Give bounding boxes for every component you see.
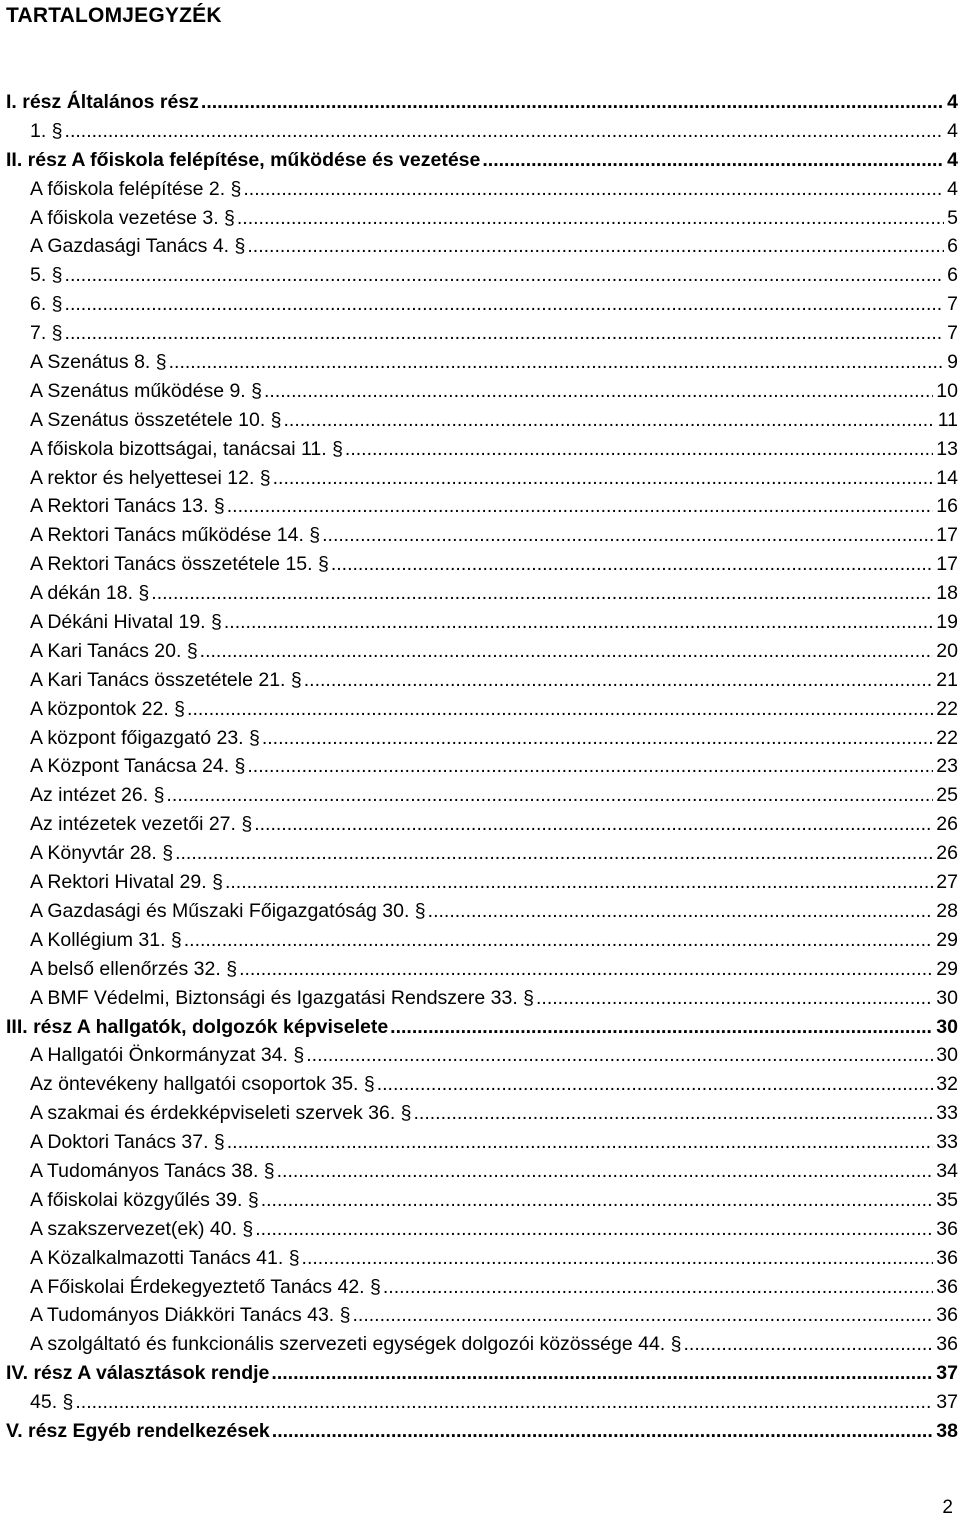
toc-entry[interactable] [0, 839, 958, 868]
toc-entry-label: I. rész Általános rész [6, 91, 199, 113]
toc-entry-page: 4 [947, 119, 958, 142]
toc-leader-dots [65, 261, 945, 290]
toc-entry-label: A szolgáltató és funkcionális szervezeti egységek dolgozói közössége 44. § [30, 1333, 682, 1356]
toc-leader-dots [322, 521, 933, 550]
toc-entry-page: 6 [947, 235, 958, 258]
toc-leader-dots [284, 406, 935, 435]
toc-entry[interactable] [0, 695, 958, 724]
toc-entry-label: A Rektori Tanács 13. § [30, 495, 225, 518]
toc-entry-label: A Könyvtár 28. § [30, 842, 174, 865]
toc-entry-label: A Központ Tanácsa 24. § [30, 755, 246, 778]
toc-entry-label: A rektor és helyettesei 12. § [30, 466, 271, 489]
toc-entry-page: 37 [936, 1362, 958, 1385]
toc-leader-dots [255, 1215, 933, 1244]
toc-leader-dots [169, 348, 945, 377]
toc-leader-dots [227, 492, 934, 521]
toc-entry-label: A Doktori Tanács 37. § [30, 1131, 225, 1154]
toc-entry-page: 35 [936, 1188, 958, 1211]
toc-part-entry[interactable] [0, 146, 958, 175]
toc-leader-dots [239, 955, 933, 984]
toc-entry[interactable] [0, 1070, 958, 1099]
toc-entry[interactable] [0, 579, 958, 608]
toc-entry-label: 45. § [30, 1391, 74, 1414]
toc-entry-label: Az intézet 26. § [30, 784, 165, 807]
toc-leader-dots [302, 1244, 934, 1273]
toc-entry-label: A Hallgatói Önkormányzat 34. § [30, 1044, 305, 1067]
toc-entry-label: V. rész Egyéb rendelkezések [6, 1419, 270, 1442]
toc-part-entry[interactable] [0, 1417, 958, 1446]
toc-entry-page: 36 [936, 1304, 958, 1327]
toc-entry-page: 29 [936, 957, 958, 980]
toc-entry[interactable] [0, 435, 958, 464]
toc-entry-page: 29 [936, 928, 958, 951]
toc-entry-label: A Tudományos Diákköri Tanács 43. § [30, 1304, 351, 1327]
toc-entry[interactable] [0, 550, 958, 579]
toc-entry-page: 33 [936, 1131, 958, 1154]
page-title: TARTALOMJEGYZÉK [6, 4, 222, 27]
toc-entry-label: A főiskola bizottságai, tanácsai 11. § [30, 437, 343, 460]
toc-entry[interactable] [0, 492, 958, 521]
toc-entry-page: 17 [936, 524, 958, 547]
toc-entry-label: A központok 22. § [30, 697, 186, 720]
toc-entry-page: 27 [936, 871, 958, 894]
toc-entry-page: 36 [936, 1333, 958, 1356]
toc-entry-label: A Gazdasági Tanács 4. § [30, 235, 246, 258]
toc-leader-dots [352, 1301, 933, 1330]
toc-entry-page: 13 [936, 437, 958, 460]
toc-entry[interactable] [0, 204, 958, 233]
toc-entry[interactable] [0, 1157, 958, 1186]
toc-entry-page: 14 [936, 466, 958, 489]
toc-entry[interactable] [0, 1273, 958, 1302]
toc-leader-dots [247, 232, 944, 261]
toc-entry-page: 16 [936, 495, 958, 518]
toc-entry[interactable] [0, 464, 958, 493]
toc-entry-page: 28 [936, 899, 958, 922]
toc-entry[interactable] [0, 377, 958, 406]
toc-entry[interactable] [0, 926, 958, 955]
toc-entry-label: A Rektori Tanács működése 14. § [30, 524, 321, 547]
toc-leader-dots [225, 868, 933, 897]
toc-entry-page: 22 [936, 697, 958, 720]
toc-entry-label: A dékán 18. § [30, 582, 150, 605]
toc-part-entry[interactable] [0, 1013, 958, 1042]
toc-leader-dots [224, 608, 933, 637]
toc-leader-dots [237, 204, 944, 233]
toc-leader-dots [272, 1417, 934, 1446]
toc-leader-dots [428, 897, 934, 926]
toc-entry[interactable] [0, 868, 958, 897]
toc-entry[interactable] [0, 175, 958, 204]
toc-entry-page: 23 [936, 755, 958, 778]
toc-leader-dots [383, 1273, 933, 1302]
toc-entry-page: 30 [936, 986, 958, 1009]
toc-entry[interactable] [0, 781, 958, 810]
toc-leader-dots [184, 926, 934, 955]
toc-entry[interactable] [0, 955, 958, 984]
toc-entry[interactable] [0, 1041, 958, 1070]
toc-entry-label: A Dékáni Hivatal 19. § [30, 611, 222, 634]
toc-entry[interactable] [0, 1244, 958, 1273]
toc-entry-page: 26 [936, 813, 958, 836]
toc-entry-page: 11 [937, 408, 958, 431]
toc-entry-label: A Rektori Hivatal 29. § [30, 871, 223, 894]
toc-entry-page: 21 [936, 668, 958, 691]
toc-entry-label: A belső ellenőrzés 32. § [30, 957, 238, 980]
toc-leader-dots [390, 1013, 933, 1042]
toc-entry[interactable] [0, 637, 958, 666]
toc-entry-label: Az intézetek vezetői 27. § [30, 813, 253, 836]
toc-entry-page: 30 [936, 1044, 958, 1067]
toc-entry-label: A főiskola vezetése 3. § [30, 206, 235, 229]
toc-entry[interactable] [0, 608, 958, 637]
toc-leader-dots [201, 88, 944, 117]
toc-entry-label: A szakmai és érdekképviseleti szervek 36. § [30, 1102, 412, 1125]
toc-leader-dots [345, 435, 933, 464]
toc-entry-page: 4 [947, 177, 958, 200]
toc-entry[interactable] [0, 984, 958, 1013]
toc-leader-dots [536, 984, 933, 1013]
toc-entry-page: 5 [947, 206, 958, 229]
toc-leader-dots [377, 1070, 934, 1099]
toc-leader-dots [262, 724, 933, 753]
toc-entry-label: A Gazdasági és Műszaki Főigazgatóság 30. § [30, 899, 426, 922]
toc-part-entry[interactable] [0, 88, 958, 117]
toc-entry-label: A Kari Tanács 20. § [30, 639, 198, 662]
toc-entry-label: A Szenátus 8. § [30, 351, 167, 374]
toc-entry[interactable] [0, 232, 958, 261]
toc-entry[interactable] [0, 897, 958, 926]
toc-entry[interactable] [0, 117, 958, 146]
toc-leader-dots [166, 781, 933, 810]
toc-leader-dots [683, 1330, 933, 1359]
toc-entry-page: 22 [936, 726, 958, 749]
toc-entry-page: 20 [936, 639, 958, 662]
toc-entry[interactable] [0, 1301, 958, 1330]
toc-leader-dots [304, 666, 934, 695]
toc-entry-label: A Főiskolai Érdekegyeztető Tanács 42. § [30, 1275, 381, 1298]
toc-leader-dots [482, 146, 944, 175]
toc-leader-dots [243, 175, 944, 204]
toc-entry-label: A Szenátus működése 9. § [30, 379, 262, 402]
toc-leader-dots [261, 1186, 934, 1215]
toc-entry[interactable] [0, 1330, 958, 1359]
page-number: 2 [942, 1497, 953, 1518]
toc-entry[interactable] [0, 261, 958, 290]
toc-entry-page: 4 [947, 148, 958, 171]
table-of-contents [0, 88, 958, 1446]
toc-entry[interactable] [0, 724, 958, 753]
toc-entry-page: 4 [947, 91, 958, 113]
toc-entry-page: 17 [936, 553, 958, 576]
toc-entry-label: A Tudományos Tanács 38. § [30, 1159, 275, 1182]
toc-entry-label: A Közalkalmazotti Tanács 41. § [30, 1246, 300, 1269]
toc-entry-page: 19 [936, 611, 958, 634]
toc-entry[interactable] [0, 1099, 958, 1128]
toc-entry-page: 36 [936, 1246, 958, 1269]
toc-entry[interactable] [0, 406, 958, 435]
toc-entry-page: 37 [936, 1391, 958, 1414]
toc-entry-label: A Kollégium 31. § [30, 928, 182, 951]
toc-leader-dots [271, 1359, 933, 1388]
toc-entry-label: 5. § [30, 264, 63, 287]
toc-entry-page: 36 [936, 1217, 958, 1240]
toc-entry[interactable] [0, 1128, 958, 1157]
toc-entry-label: Az öntevékeny hallgatói csoportok 35. § [30, 1073, 375, 1096]
toc-entry-label: 6. § [30, 293, 63, 316]
toc-leader-dots [273, 464, 934, 493]
toc-entry-page: 18 [936, 582, 958, 605]
toc-entry-page: 9 [947, 351, 958, 374]
toc-entry-page: 25 [936, 784, 958, 807]
toc-entry[interactable] [0, 319, 958, 348]
toc-entry[interactable] [0, 666, 958, 695]
toc-leader-dots [254, 810, 933, 839]
toc-entry-label: 1. § [30, 119, 63, 142]
toc-leader-dots [331, 550, 933, 579]
toc-leader-dots [227, 1128, 934, 1157]
toc-entry-page: 33 [936, 1102, 958, 1125]
toc-leader-dots [264, 377, 933, 406]
toc-entry-page: 10 [936, 379, 958, 402]
toc-entry-label: IV. rész A választások rendje [6, 1362, 270, 1385]
toc-entry-page: 30 [936, 1015, 958, 1038]
toc-entry-page: 36 [936, 1275, 958, 1298]
toc-leader-dots [65, 290, 945, 319]
toc-entry-label: A BMF Védelmi, Biztonsági és Igazgatási Rendszere 33. § [30, 986, 535, 1009]
toc-leader-dots [187, 695, 933, 724]
toc-leader-dots [65, 319, 945, 348]
toc-leader-dots [75, 1388, 933, 1417]
toc-entry-label: III. rész A hallgatók, dolgozók képviselete [6, 1015, 389, 1038]
toc-entry-label: II. rész A főiskola felépítése, működése és vezetése [6, 148, 481, 171]
toc-entry-label: A Kari Tanács összetétele 21. § [30, 668, 302, 691]
toc-entry[interactable] [0, 1215, 958, 1244]
toc-entry-label: A Rektori Tanács összetétele 15. § [30, 553, 329, 576]
toc-entry[interactable] [0, 810, 958, 839]
toc-entry[interactable] [0, 1388, 958, 1417]
toc-entry-page: 34 [936, 1159, 958, 1182]
toc-entry-page: 32 [936, 1073, 958, 1096]
toc-leader-dots [306, 1041, 933, 1070]
toc-entry-label: A főiskolai közgyűlés 39. § [30, 1188, 259, 1211]
toc-leader-dots [200, 637, 934, 666]
toc-entry-label: A Szenátus összetétele 10. § [30, 408, 282, 431]
toc-entry[interactable] [0, 752, 958, 781]
toc-part-entry[interactable] [0, 1359, 958, 1388]
toc-entry-label: 7. § [30, 322, 63, 345]
toc-leader-dots [414, 1099, 934, 1128]
toc-entry[interactable] [0, 1186, 958, 1215]
toc-entry-page: 7 [947, 293, 958, 316]
toc-entry-page: 7 [947, 322, 958, 345]
toc-leader-dots [151, 579, 933, 608]
toc-leader-dots [277, 1157, 934, 1186]
toc-entry-label: A központ főigazgató 23. § [30, 726, 260, 749]
toc-entry-label: A szakszervezet(ek) 40. § [30, 1217, 254, 1240]
toc-entry-page: 26 [936, 842, 958, 865]
toc-entry[interactable] [0, 348, 958, 377]
toc-leader-dots [247, 752, 933, 781]
toc-entry-page: 38 [936, 1419, 958, 1442]
toc-entry-page: 6 [947, 264, 958, 287]
toc-entry-label: A főiskola felépítése 2. § [30, 177, 242, 200]
toc-entry[interactable] [0, 521, 958, 550]
toc-leader-dots [175, 839, 933, 868]
toc-entry[interactable] [0, 290, 958, 319]
toc-leader-dots [65, 117, 945, 146]
